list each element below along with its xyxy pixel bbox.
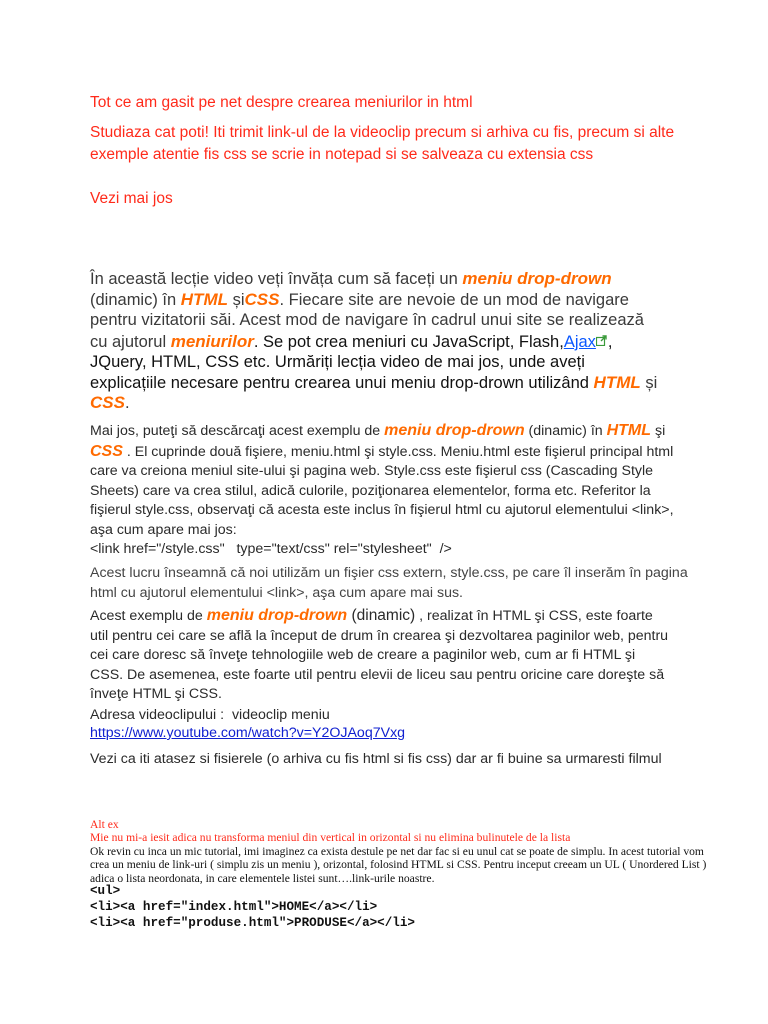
keyword-meniu: meniu drop-drown [384,422,525,439]
lesson-text: . Se pot crea meniuri cu JavaScript, Flash, [253,332,564,351]
keyword-css: CSS [90,393,125,412]
alt-title: Alt ex [90,818,119,831]
lesson-text: . [124,394,130,412]
meaning-paragraph: Acest lucru înseamnă că noi utilizăm un fişier css extern, style.css, pe care îl inserăm în pagina html cu ajutorul elementului <link>, aşa cum apare mai sus. [90,565,688,601]
intro-title: Tot ce am gasit pe net despre crearea meniurilor in html [90,94,473,111]
external-link-icon[interactable] [596,331,607,352]
code-line: <li><a href="index.html">HOME</a></li> [90,900,378,914]
keyword-html: HTML [593,372,641,392]
lesson-text: . Fiecare site are nevoie de un mod de navigare pentru vizitatorii săi. Acest mod de navigare în cadrul unui site se realizează cu ajutorul [90,290,644,351]
keyword-meniurilor: meniurilor [170,331,254,351]
example-paragraph [90,606,670,705]
keyword-meniu: meniu drop-drown [206,607,348,624]
keyword-css: CSS [244,289,280,309]
download-text: şi [651,423,666,439]
lesson-text: În această lecție video veți învăța cum să faceți un [90,270,463,288]
download-paragraph [90,421,675,540]
example-text: , realizat în HTML şi CSS, este foarte util pentru cei care se află la început de drum în crearea şi dezvoltarea paginilor web, pentru cei care doresc să înveţe tehnologiile web de creare a paginilor web, cum ar fi HTML şi CSS. De asemenea, este foarte util pentru elevii de liceu sau pentru oricine care doreşte să înveţe HTML şi CSS. [90,608,669,702]
ajax-link[interactable]: Ajax [563,332,596,351]
keyword-css: CSS [90,442,123,460]
alt-problem: Mie nu mi-a iesit adica nu transforma meniul din vertical in orizontal si nu elimina bulinutele de la lista [90,831,571,844]
lesson-text: , JQuery, HTML, CSS etc. Urmăriți lecția video de mai jos, unde aveți explicațiile necesare pentru crearea unui meniu drop-drown utilizând [90,332,613,392]
alt-tutorial-text: Ok revin cu inca un mic tutorial, imi imaginez ca exista destule pe net dar fac si eu unul cat se poate de simplu. In acest tutorial vom crea un meniu de link-uri ( simplu zis un meniu ), orizontal, folosind HTML si CSS. Pentru inceput creeam un UL ( Unordered List ) adica o lista neordonata, in care elementele listei sunt….link-urile noastre. [90,845,707,885]
lesson-text: și [228,290,245,309]
video-link[interactable]: https://www.youtube.com/watch?v=Y2OJAoq7Vxg [90,725,406,741]
link-tag-example: <link href="/style.css" type="text/css" rel="stylesheet" /> [90,541,452,557]
intro-instructions: Studiaza cat poti! Iti trimit link-ul de la videoclip precum si arhiva cu fis, precum si alte exemple atentie fis css se scrie in notepad si se salveaza cu extensia css [90,124,675,163]
keyword-html: HTML [180,289,228,309]
download-text: (dinamic) în [524,423,607,439]
lesson-text: (dinamic) în [90,290,181,309]
attach-note: Vezi ca iti atasez si fisierele (o arhiva cu fis html si fis css) dar ar fi buine sa urmaresti filmul [90,751,662,767]
keyword-meniu: meniu drop-drown [462,269,612,288]
download-text: Mai jos, puteţi să descărcaţi acest exemplu de [90,423,385,439]
lesson-text: și [640,373,658,392]
video-label: Adresa videoclipului : videoclip meniu [90,707,330,723]
code-line: <ul> [90,884,121,898]
lesson-paragraph [90,269,665,414]
example-text: Acest exemplu de [90,608,207,624]
example-text: (dinamic) [347,607,416,624]
download-text: . El cuprinde două fişiere, meniu.html şi style.css. Meniu.html este fişierul principal html care va creiona meniul site-ului şi pagina web. Style.css este fişierul css (Cascading Style Sheets) care va crea stilul, adică culorile, poziţionarea elementelor, forma etc. Referitor la fişierul style.css, observaţi că acesta este inclus în fişierul html cu ajutorul elementului <link>, aşa cum apare mai jos: [90,443,674,538]
keyword-html: HTML [606,422,652,439]
intro-see-below: Vezi mai jos [90,190,173,207]
code-line: <li><a href="produse.html">PRODUSE</a></li> [90,916,415,930]
